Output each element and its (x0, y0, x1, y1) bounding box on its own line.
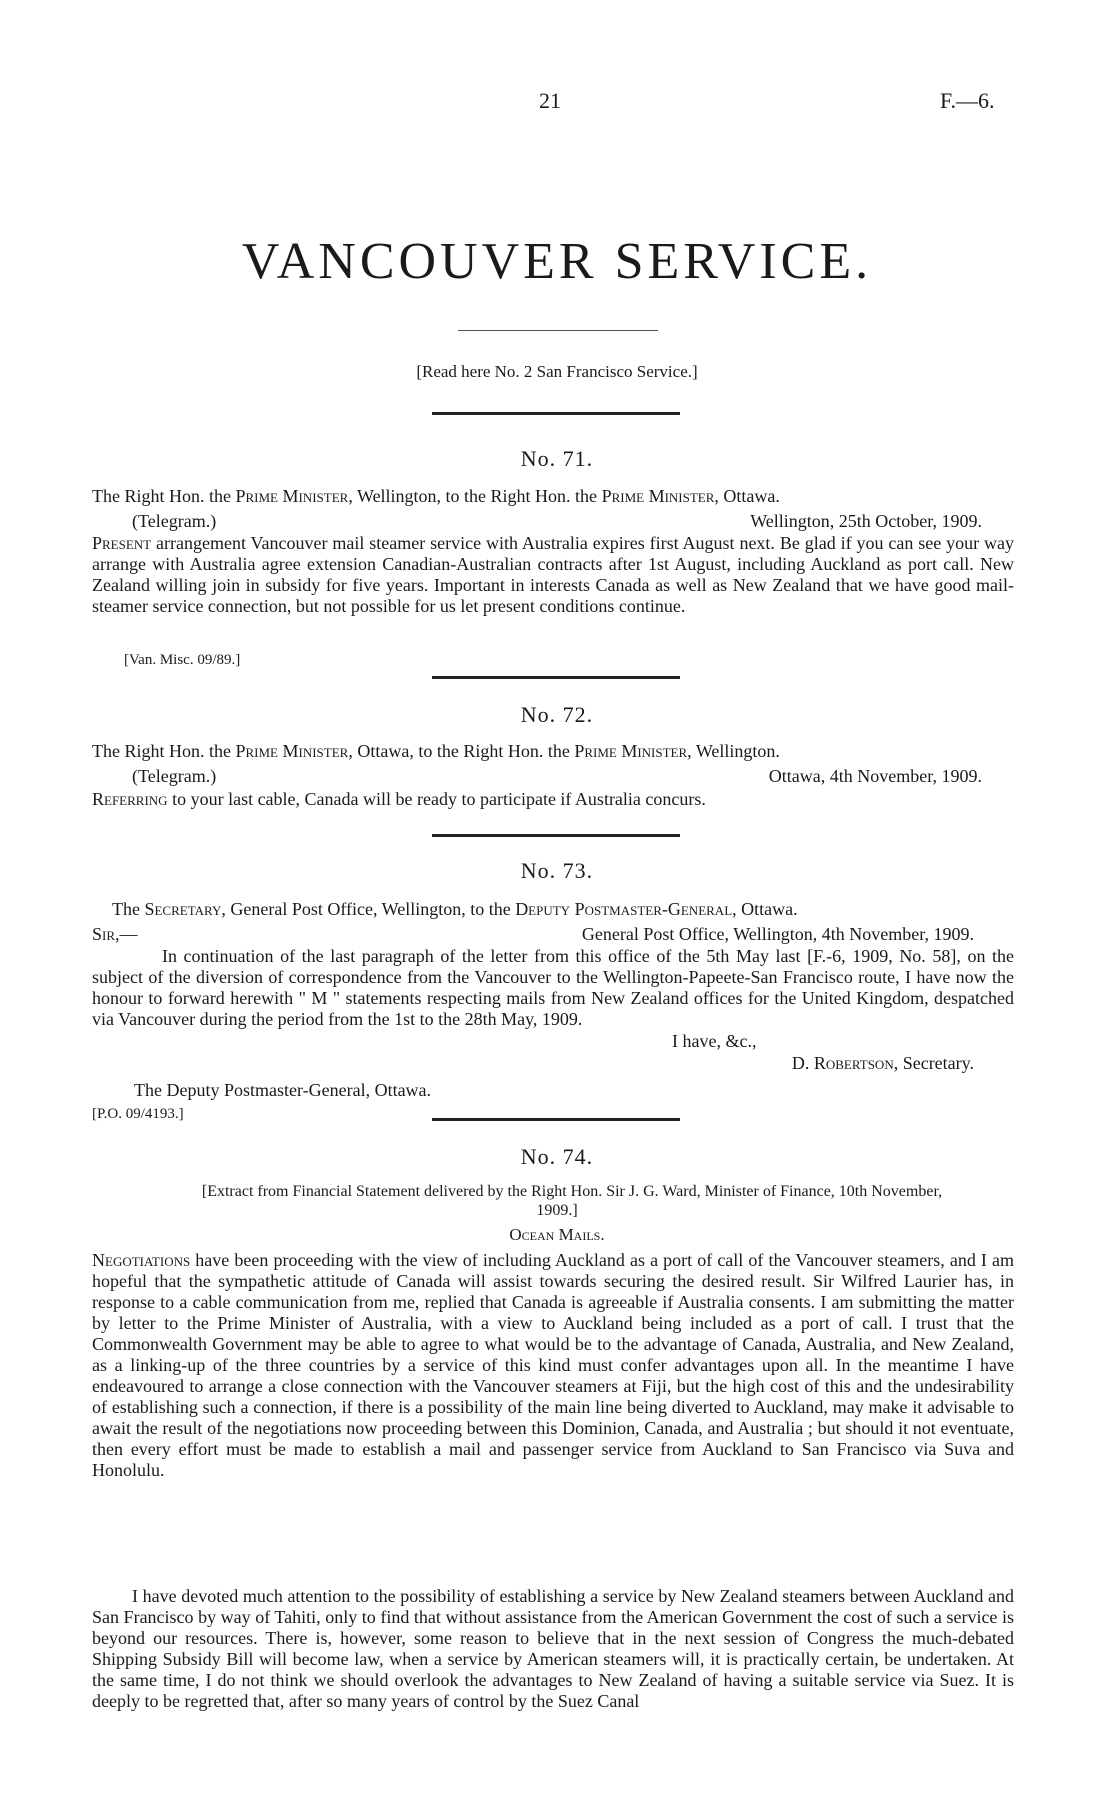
item-71-body: Present arrangement Vancouver mail steamer service with Australia expires first August next. Be glad if you can see your way arrange with Australia agree extension Canadian-Australian contracts after 1st August, including Auckland as port call. New Zealand willing join in subsidy for five years. Important in interests Canada as well as New Zealand that we have good mail-steamer service connection, but not possible for us let present conditions continue. (92, 533, 1014, 616)
item-73-body: In continuation of the last paragraph of the letter from this office of the 5th May last [F.-6, 1909, No. 58], on the subject of the diversion of correspondence from the Vancouver to the Wellington-Papeete-San Francisco route, I have now the honour to forward herewith " M " statements respecting mails from New Zealand offices for the United Kingdom, despatched via Vancouver during the period from the 1st to the 28th May, 1909. (92, 946, 1014, 1029)
telegram-label: (Telegram.) (132, 511, 217, 531)
item-number-72: No. 72. (520, 702, 594, 727)
divider (458, 330, 658, 331)
page-title: VANCOUVER SERVICE. (241, 233, 873, 290)
page-number: 21 (539, 88, 561, 113)
file-reference: [Van. Misc. 09/89.] (124, 652, 241, 668)
item-73-heading: The Secretary, General Post Office, Wellington, to the Deputy Postmaster-General, Ottawa. (112, 899, 798, 919)
place-date: General Post Office, Wellington, 4th November, 1909. (581, 924, 974, 944)
telegram-label: (Telegram.) (132, 766, 217, 786)
document-page: 21 F.—6. VANCOUVER SERVICE. [Read here No. 2 San Francisco Service.] No. 71. The Right Hon. the Prime Minister, Wellington, to the Right Hon. the Prime Minister, Ottawa. (Telegram.) Wellington, 25th October, 1909. Present arrangement Vancouver mail steamer service with Australia expires first August next. Be glad if you can see your way arrange with Australia agree extension Canadian-Australian contracts after 1st August, including Auckland as port call. New Zealand willing join in subsidy for five years. Important in interests Canada as well as New Zealand that we have good mail-steamer service connection, but not possible for us let present conditions continue. [Van. Misc. 09/89.] No. 72. The Right Hon. the Prime Minister, Ottawa, to the Right Hon. the Prime Minister, Wellington. (Telegram.) Ottawa, 4th November, 1909. Referring to your last cable, Canada will be ready to participate if Australia concurs. No. 73. The Secretary, General Post Office, Wellington, to the Deputy Postmaster-General, Ottawa. Sir,— General Post Office, Wellington, 4th November, 1909. In continuation of the last paragraph of the letter from this office of the 5th May last [F.-6, 1909, No. 58], on the subject of the diversion of correspondence from the Vancouver to the Wellington-Papeete-San Francisco route, I have now the honour to forward herewith " M " statements respecting mails from New Zealand offices for the United Kingdom, despatched via Vancouver during the period from the 1st to the 28th May, 1909. I have, &c., D. Robertson, Secretary. The Deputy Postmaster-General, Ottawa. [P.O. 09/4193.] No. 74. [Extract from Financial Statement delivered by the Right Hon. Sir J. G. Ward, Minister of Finance, 10th November, 1909.] Ocean Mails. Negotiations have been proceeding with the view of including Auckland as a port of call of the Vancouver steamers, and I am hopeful that the sympathetic attitude of Canada will assist towards securing the desired result. Sir Wilfred Laurier has, in response to a cable communication from me, replied that Canada is agreeable if Australia consents. I am submitting the matter by letter to the Prime Minister of Australia, with a view to Auckland being included as a port of call. I trust that the Commonwealth Government may be able to agree to what would be to the advantage of Canada, Australia, and New Zealand, as a linking-up of the three countries by a service of this kind must confer advantages upon all. In the meantime I have endeavoured to arrange a close connection with the Vancouver steamers at Fiji, but the high cost of this and the undesirability of establishing such a connection, if there is a possibility of the main line being diverted to Auckland, may make it advisable to await the result of the negotiations now proceeding between this Dominion, Canada, and Australia ; but should it not eventuate, then every effort must be made to establish a mail and passenger service from Auckland to San Francisco via Suva and Honolulu. I have devoted much attention to the possibility of establishing a service by New Zealand steamers between Auckland and San Francisco by way of Tahiti, only to find that without assistance from the American Government the cost of such a service is beyond our resources. There is, however, some reason to believe that in the next session of Congress the much-debated Shipping Subsidy Bill will become law, when a service by American steamers will, it is practically certain, be undertaken. At the same time, I do not think we should overlook the advantages to New Zealand of having a suitable service via Suez. It is deeply to be regretted that, after so many years of control by the Suez Canal (0, 0, 1114, 1811)
place-date: Wellington, 25th October, 1909. (750, 511, 982, 531)
item-71-dateline (92, 511, 1014, 532)
divider (432, 412, 680, 415)
extract-source-line-1: [Extract from Financial Statement delivered by the Right Hon. Sir J. G. Ward, Minister of Finance, 10th November, (201, 1183, 943, 1200)
item-number-74: No. 74. (520, 1144, 594, 1169)
cross-reference-note: [Read here No. 2 San Francisco Service.] (416, 362, 698, 381)
salutation: Sir,— (92, 924, 138, 944)
item-73-dateline (92, 924, 1014, 945)
item-74-paragraph-1: Negotiations have been proceeding with the view of including Auckland as a port of call of the Vancouver steamers, and I am hopeful that the sympathetic attitude of Canada will assist towards securing the desired result. Sir Wilfred Laurier has, in response to a cable communication from me, replied that Canada is agreeable if Australia consents. I am submitting the matter by letter to the Prime Minister of Australia, with a view to Auckland being included as a port of call. I trust that the Commonwealth Government may be able to agree to what would be to the advantage of Canada, Australia, and New Zealand, as a linking-up of the three countries by a service of this kind must confer advantages upon all. In the meantime I have endeavoured to arrange a close connection with the Vancouver steamers at Fiji, but the high cost of this and the undesirability of establishing such a connection, if there is a possibility of the main line being diverted to Auckland, may make it advisable to await the result of the negotiations now proceeding between this Dominion, Canada, and Australia ; but should it not eventuate, then every effort must be made to establish a mail and passenger service from Auckland to San Francisco via Suva and Honolulu. (92, 1250, 1014, 1480)
addressee: The Deputy Postmaster-General, Ottawa. (134, 1080, 432, 1100)
item-72-heading: The Right Hon. the Prime Minister, Ottawa, to the Right Hon. the Prime Minister, Wellington. (92, 741, 780, 761)
item-number-71: No. 71. (520, 446, 594, 471)
divider (432, 1118, 680, 1121)
extract-source-line-2: 1909.] (536, 1202, 578, 1219)
paper-reference: F.—6. (940, 88, 995, 113)
item-72-body: Referring to your last cable, Canada will be ready to participate if Australia concurs. (92, 789, 706, 809)
section-subheading: Ocean Mails. (509, 1225, 605, 1244)
divider (432, 834, 680, 837)
item-71-heading: The Right Hon. the Prime Minister, Wellington, to the Right Hon. the Prime Minister, Ottawa. (92, 486, 780, 506)
item-72-dateline (92, 766, 1014, 787)
divider (432, 676, 680, 679)
place-date: Ottawa, 4th November, 1909. (768, 766, 982, 786)
item-74-paragraph-2: I have devoted much attention to the possibility of establishing a service by New Zealand steamers between Auckland and San Francisco by way of Tahiti, only to find that without assistance from the American Government the cost of such a service is beyond our resources. There is, however, some reason to believe that in the next session of Congress the much-debated Shipping Subsidy Bill will become law, when a service by American steamers will, it is practically certain, be undertaken. At the same time, I do not think we should overlook the advantages to New Zealand of having a suitable service via Suez. It is deeply to be regretted that, after so many years of control by the Suez Canal (92, 1586, 1014, 1711)
file-reference: [P.O. 09/4193.] (92, 1106, 184, 1122)
item-number-73: No. 73. (520, 858, 594, 883)
